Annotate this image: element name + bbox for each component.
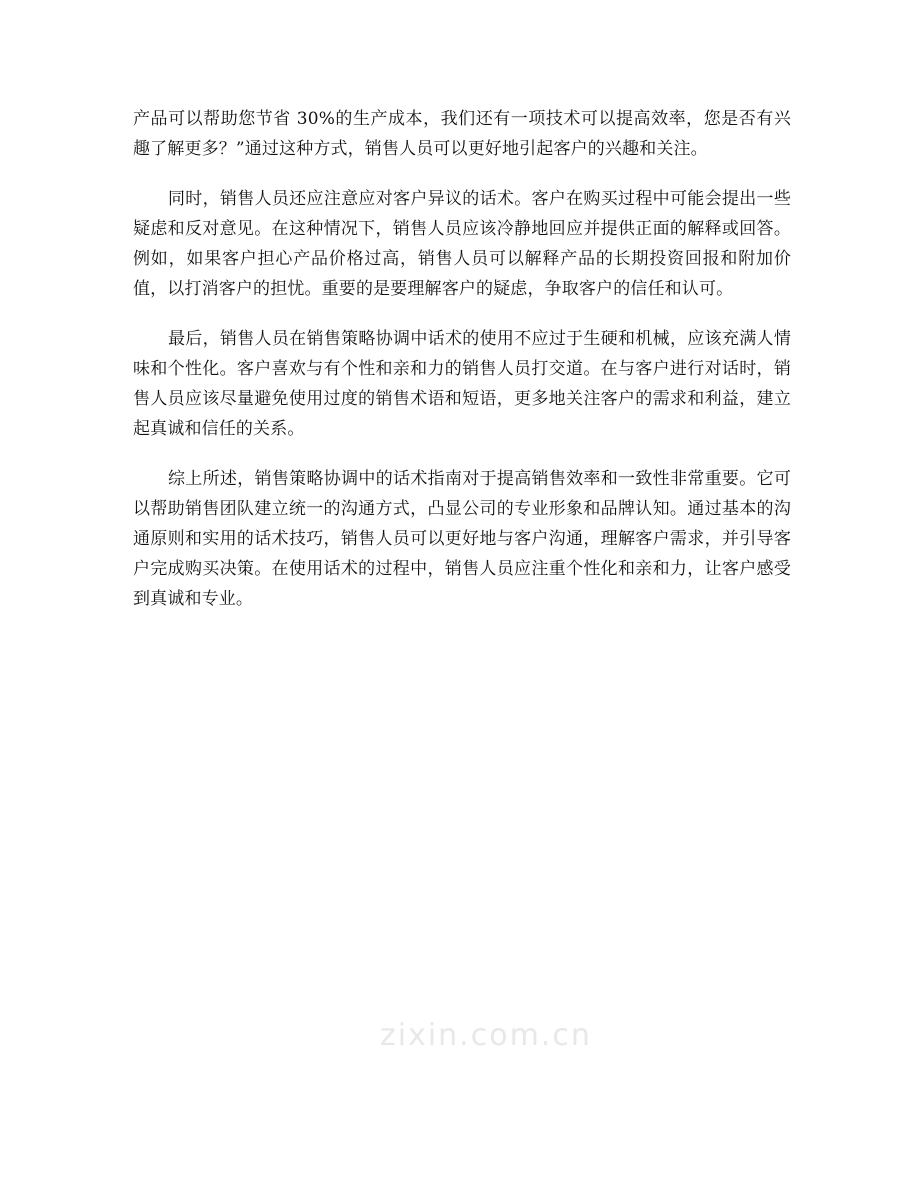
paragraph-3: 最后，销售人员在销售策略协调中话术的使用不应过于生硬和机械，应该充满人情味和个性化。客户喜欢与有个性和亲和力的销售人员打交道。在与客户进行对话时，销售人员应该尽量避免使用过度的销售术语和短语，更多地关注客户的需求和利益，建立起真诚和信任的关系。 [133, 329, 791, 439]
paragraph-2: 同时，销售人员还应注意应对客户异议的话术。客户在购买过程中可能会提出一些疑虑和反对意见。在这种情况下，销售人员应该冷静地回应并提供正面的解释或回答。例如，如果客户担心产品价格过高，销售人员可以解释产品的长期投资回报和附加价值，以打消客户的担忧。重要的是要理解客户的疑虑，争取客户的信任和认可。 [133, 189, 791, 299]
document-body [133, 104, 791, 634]
watermark: zixin.com.cn [380, 1018, 592, 1053]
paragraph-4: 综上所述，销售策略协调中的话术指南对于提高销售效率和一致性非常重要。它可以帮助销售团队建立统一的沟通方式，凸显公司的专业形象和品牌认知。通过基本的沟通原则和实用的话术技巧，销售人员可以更好地与客户沟通，理解客户需求，并引导客户完成购买决策。在使用话术的过程中，销售人员应注重个性化和亲和力，让客户感受到真诚和专业。 [133, 469, 791, 609]
paragraph-1: 产品可以帮助您节省 30%的生产成本，我们还有一项技术可以提高效率，您是否有兴趣了解更多？”通过这种方式，销售人员可以更好地引起客户的兴趣和关注。 [133, 109, 791, 159]
